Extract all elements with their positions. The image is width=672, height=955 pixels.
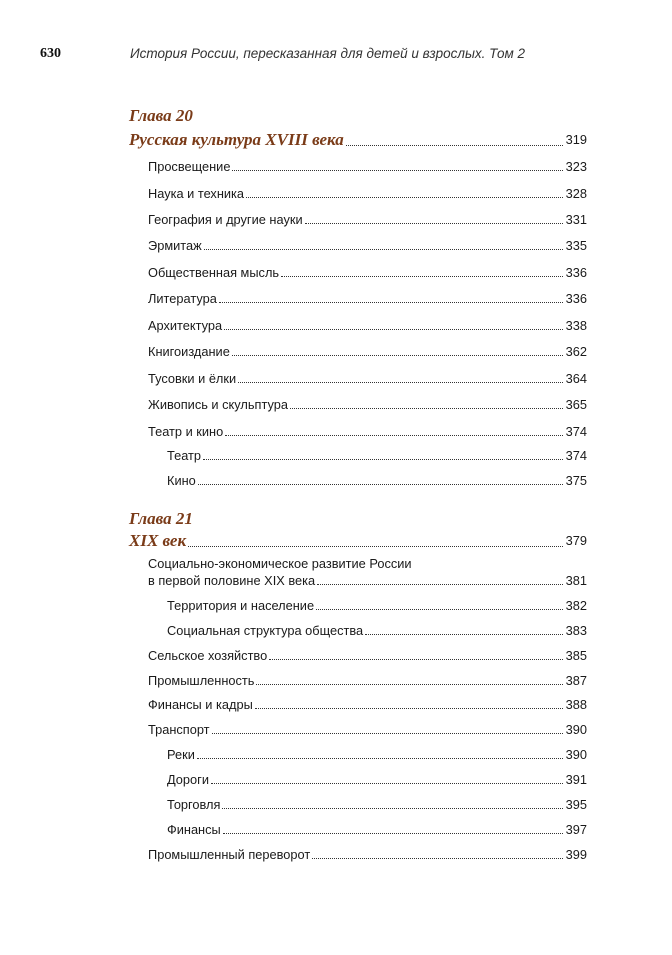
entry-page: 397: [565, 822, 587, 837]
entry-page: 336: [565, 291, 587, 306]
toc-subentry[interactable]: [167, 596, 587, 614]
entry-title: Кино: [167, 473, 196, 488]
entry-page: 390: [565, 722, 587, 737]
entry-title: Реки: [167, 747, 195, 762]
entry-title: Просвещение: [148, 159, 231, 174]
toc-entry[interactable]: [148, 671, 587, 689]
leader-dots: [222, 807, 563, 809]
leader-dots: [204, 248, 563, 250]
entry-page: 335: [565, 238, 587, 253]
leader-dots: [224, 328, 563, 330]
chapter-20-page: 319: [565, 132, 587, 147]
entry-page: 383: [565, 623, 587, 638]
toc-subentry[interactable]: [167, 745, 587, 763]
toc-subentry[interactable]: [167, 820, 587, 838]
leader-dots: [255, 707, 563, 709]
leader-dots: [316, 608, 563, 610]
entry-title: Общественная мысль: [148, 265, 280, 280]
entry-title: Транспорт: [148, 722, 210, 737]
leader-dots: [197, 757, 563, 759]
leader-dots: [203, 458, 563, 460]
entry-title-line1: Социально-экономическое развитие России: [148, 556, 412, 571]
toc-entry[interactable]: [148, 210, 587, 228]
entry-title: Наука и техника: [148, 186, 245, 201]
toc-entry[interactable]: [148, 157, 587, 175]
entry-page: 388: [565, 697, 587, 712]
entry-title: Книгоиздание: [148, 344, 230, 359]
leader-dots: [269, 658, 563, 660]
entry-page: 374: [565, 448, 587, 463]
toc-subentry[interactable]: [167, 795, 587, 813]
leader-dots: [312, 857, 563, 859]
chapter-20-label: Глава 20: [129, 106, 193, 125]
entry-page: 395: [565, 797, 587, 812]
toc-entry[interactable]: [148, 395, 587, 413]
toc-subentry[interactable]: [167, 621, 587, 639]
toc-entry[interactable]: [148, 263, 587, 281]
entry-page: 338: [565, 318, 587, 333]
entry-page: 328: [565, 186, 587, 201]
entry-title: Литература: [148, 291, 217, 306]
toc-entry[interactable]: [148, 369, 587, 387]
entry-title: Торговля: [167, 797, 221, 812]
entry-page: 323: [565, 159, 587, 174]
chapter-20-title-row[interactable]: [129, 128, 587, 150]
entry-title: Финансы: [167, 822, 221, 837]
toc-entry[interactable]: [148, 236, 587, 254]
leader-dots: [346, 144, 563, 146]
entry-page: 382: [565, 598, 587, 613]
toc-entry[interactable]: [148, 422, 587, 440]
leader-dots: [256, 683, 563, 685]
entry-title: Театр и кино: [148, 424, 224, 439]
toc-subentry[interactable]: [167, 770, 587, 788]
entry-title: Тусовки и ёлки: [148, 371, 237, 386]
leader-dots: [212, 732, 563, 734]
entry-title: Живопись и скульптура: [148, 397, 288, 412]
leader-dots: [223, 832, 563, 834]
entry-page: 381: [565, 573, 587, 588]
leader-dots: [238, 381, 563, 383]
leader-dots: [211, 782, 563, 784]
entry-page: 391: [565, 772, 587, 787]
toc-entry[interactable]: [148, 695, 587, 713]
toc-subentry[interactable]: [167, 471, 587, 489]
leader-dots: [188, 545, 563, 547]
leader-dots: [317, 583, 563, 585]
toc-entry[interactable]: [148, 720, 587, 738]
entry-title: Промышленный переворот: [148, 847, 311, 862]
toc-entry[interactable]: [148, 646, 587, 664]
entry-title: в первой половине XIX века: [148, 573, 316, 588]
leader-dots: [219, 301, 563, 303]
leader-dots: [198, 483, 563, 485]
entry-page: 385: [565, 648, 587, 663]
chapter-21-title: XIX век: [129, 531, 187, 550]
entry-title: Территория и население: [167, 598, 315, 613]
toc-entry[interactable]: [148, 845, 587, 863]
entry-title: География и другие науки: [148, 212, 303, 227]
entry-title: Финансы и кадры: [148, 697, 253, 712]
entry-title: Промышленность: [148, 673, 255, 688]
toc-entry[interactable]: [148, 289, 587, 307]
entry-page: 374: [565, 424, 587, 439]
leader-dots: [232, 354, 563, 356]
toc-entry[interactable]: [148, 342, 587, 360]
entry-page: 365: [565, 397, 587, 412]
toc-entry[interactable]: [148, 184, 587, 202]
leader-dots: [246, 196, 563, 198]
running-title: История России, пересказанная для детей и взрослых. Том 2: [130, 46, 526, 61]
entry-title: Театр: [167, 448, 202, 463]
entry-page: 390: [565, 747, 587, 762]
leader-dots: [232, 169, 563, 171]
chapter-21-title-row[interactable]: [129, 529, 587, 551]
chapter-20-title: Русская культура XVIII века: [129, 130, 344, 149]
entry-title: Сельское хозяйство: [148, 648, 268, 663]
entry-page: 331: [565, 212, 587, 227]
toc-subentry[interactable]: [167, 446, 587, 464]
entry-page: 399: [565, 847, 587, 862]
entry-page: 387: [565, 673, 587, 688]
entry-page: 362: [565, 344, 587, 359]
entry-title: Архитектура: [148, 318, 223, 333]
leader-dots: [281, 275, 563, 277]
leader-dots: [365, 633, 563, 635]
chapter-21-page: 379: [565, 533, 587, 548]
entry-title: Дороги: [167, 772, 209, 787]
leader-dots: [305, 222, 563, 224]
toc-entry[interactable]: [148, 571, 587, 589]
entry-title: Эрмитаж: [148, 238, 202, 253]
entry-page: 364: [565, 371, 587, 386]
page-number: 630: [40, 46, 61, 61]
entry-page: 375: [565, 473, 587, 488]
leader-dots: [225, 434, 563, 436]
entry-page: 336: [565, 265, 587, 280]
toc-entry[interactable]: [148, 316, 587, 334]
chapter-21-label: Глава 21: [129, 509, 193, 528]
entry-title: Социальная структура общества: [167, 623, 364, 638]
leader-dots: [290, 407, 563, 409]
